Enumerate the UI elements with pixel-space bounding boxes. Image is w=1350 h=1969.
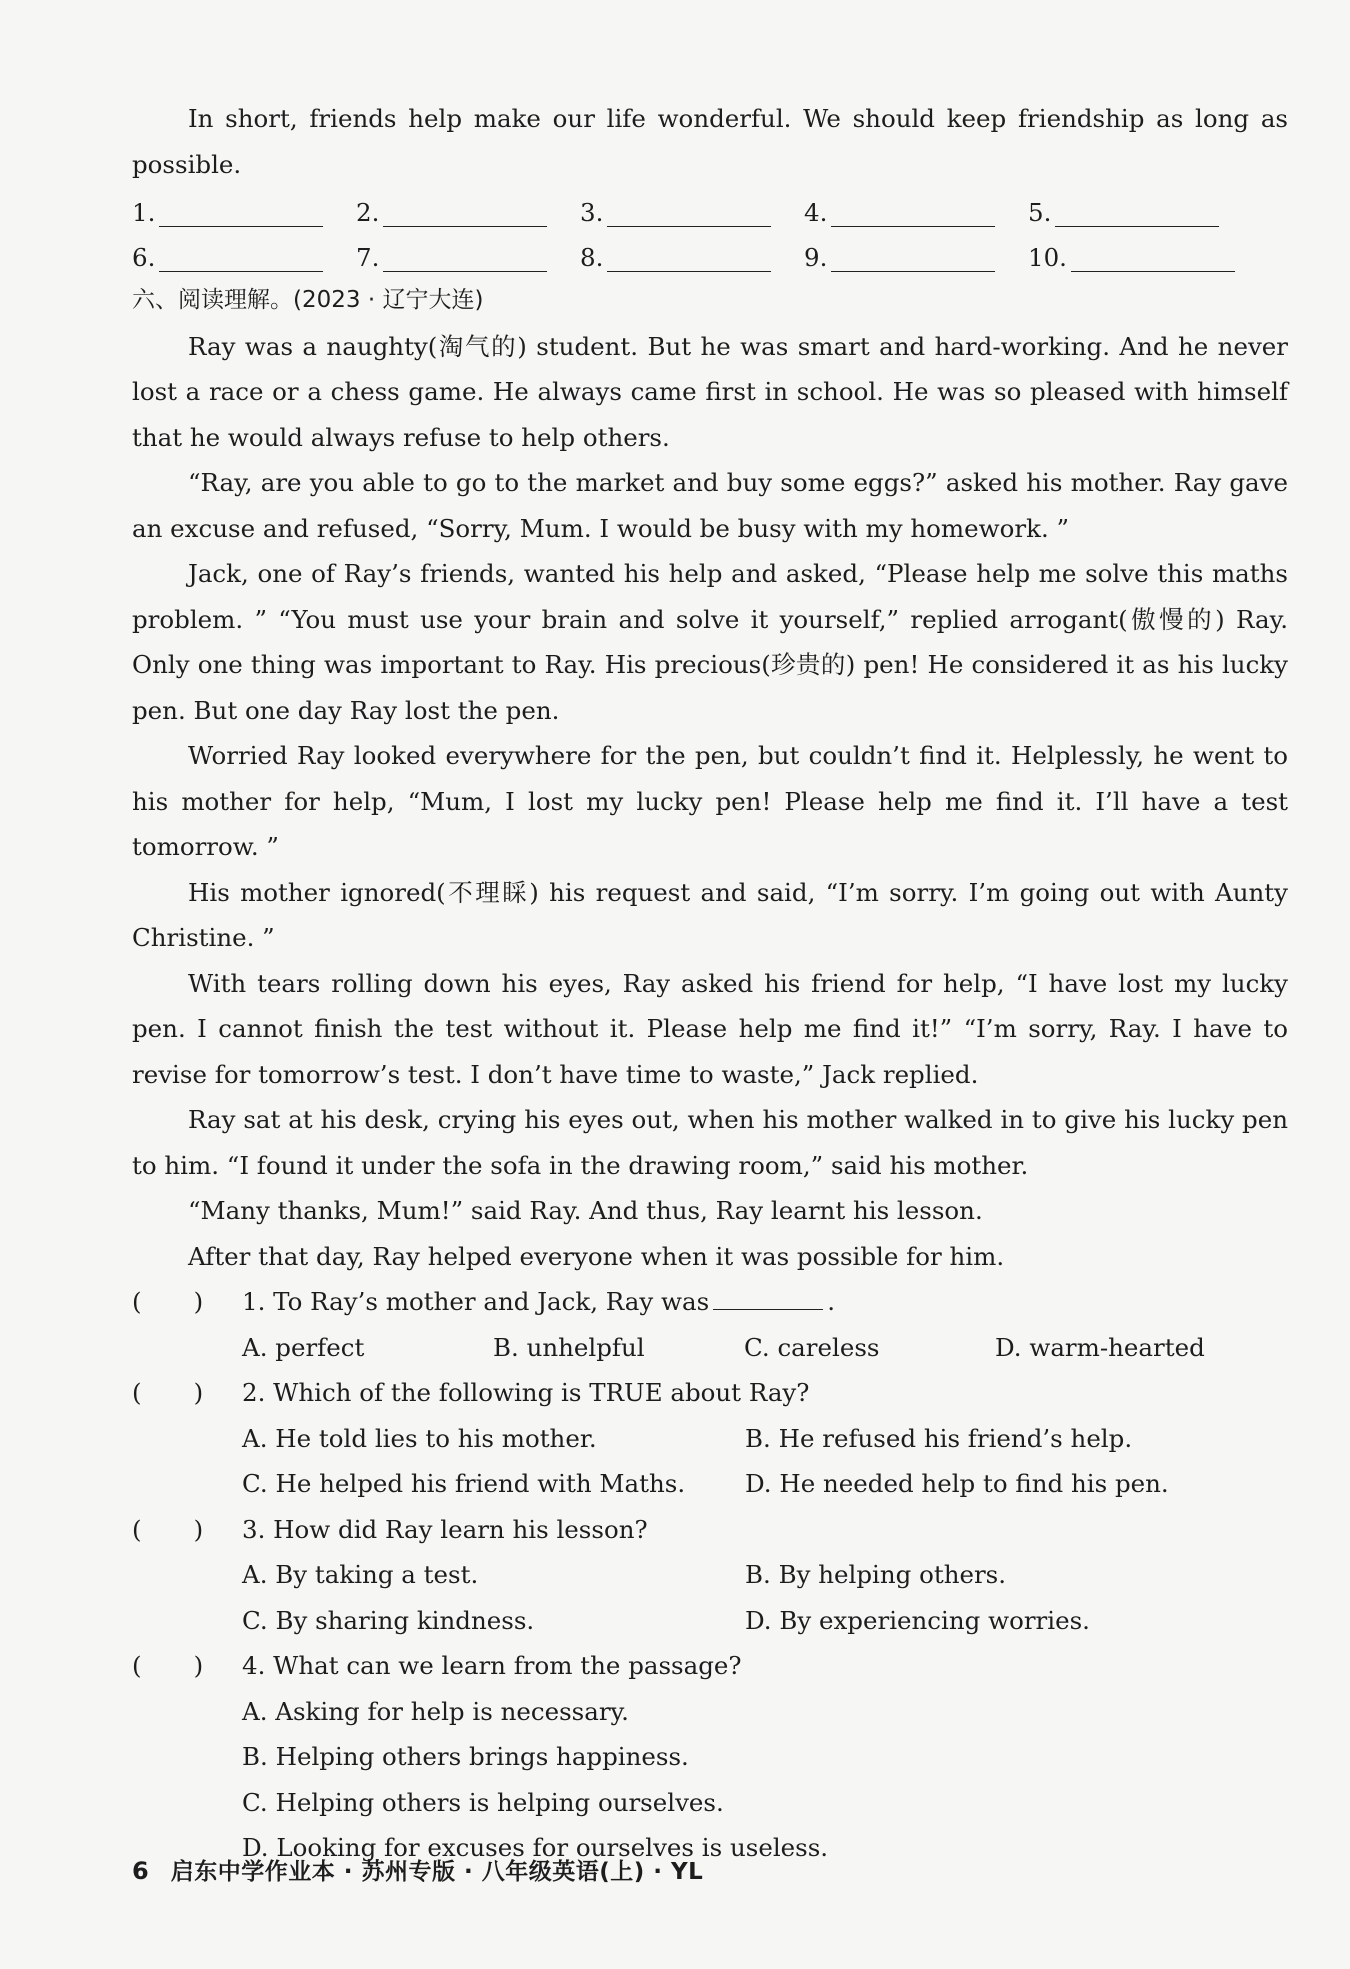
answer-parentheses[interactable]: ( ) xyxy=(132,1514,204,1544)
intro-paragraph: In short, friends help make our life wonderful. We should keep friendship as long as possible. xyxy=(132,104,1288,179)
answer-parentheses[interactable]: ( ) xyxy=(132,1287,204,1316)
passage-paragraph: His mother ignored(不理睬) his request and said, “I’m sorry. I’m going out with Aunty Christine. ” xyxy=(132,877,1288,952)
blank-5[interactable] xyxy=(1028,198,1252,233)
option-d[interactable]: D. By experiencing worries. xyxy=(745,1605,1090,1635)
question-stem: 2. Which of the following is TRUE about Ray? xyxy=(242,1378,810,1407)
option-c[interactable]: C. Helping others is helping ourselves. xyxy=(242,1787,724,1817)
blank-number: 4. xyxy=(804,197,828,227)
blank-number: 8. xyxy=(580,243,604,272)
page-content xyxy=(132,96,1288,1871)
option-c[interactable]: C. careless xyxy=(744,1332,880,1362)
option-d[interactable]: D. He needed help to find his pen. xyxy=(745,1469,1169,1498)
passage-paragraph: “Ray, are you able to go to the market and buy some eggs?” asked his mother. Ray gave an excuse and refused, “Sorry, Mum. I would be busy with my homework. ” xyxy=(132,468,1288,543)
passage-paragraph: Worried Ray looked everywhere for the pen, but couldn’t find it. Helplessly, he went to his mother for help, “Mum, I lost my lucky pen! Please help me find it. I’ll have a test tomorrow. ” xyxy=(132,741,1288,861)
option-b[interactable]: B. unhelpful xyxy=(493,1332,645,1362)
blank-line xyxy=(159,225,323,227)
question-stem: 4. What can we learn from the passage? xyxy=(242,1651,742,1680)
option-a[interactable]: A. By taking a test. xyxy=(242,1560,479,1589)
question-stem: 3. How did Ray learn his lesson? xyxy=(242,1514,648,1544)
answer-parentheses[interactable]: ( ) xyxy=(132,1651,204,1680)
blank-number: 5. xyxy=(1028,197,1052,227)
blank-line xyxy=(831,225,995,227)
blank-line xyxy=(383,270,547,272)
blank-number: 1. xyxy=(132,197,156,227)
passage-paragraph: With tears rolling down his eyes, Ray asked his friend for help, “I have lost my lucky pen. I cannot finish the test without it. Please help me find it!” “I’m sorry, Ray. I have to revise for tomorrow’s test. I don’t have time to waste,” Jack replied. xyxy=(132,968,1288,1089)
blank-number: 7. xyxy=(356,243,380,272)
passage-paragraph: Ray was a naughty(淘气的) student. But he was smart and hard-working. And he never lost a race or a chess game. He always came first in school. He was so pleased with himself that he would always refuse to help others. xyxy=(132,331,1288,452)
question-4 xyxy=(132,1643,1288,1871)
blank-8[interactable] xyxy=(580,243,804,278)
section-title: 六、阅读理解。(2023 · 辽宁大连) xyxy=(132,287,484,313)
option-d[interactable]: D. warm-hearted xyxy=(995,1332,1205,1362)
answer-parentheses[interactable]: ( ) xyxy=(132,1378,204,1407)
book-title: 启东中学作业本 · 苏州专版 · 八年级英语(上) · YL xyxy=(170,1859,704,1885)
blank-7[interactable] xyxy=(356,243,580,278)
fill-blank[interactable] xyxy=(713,1285,823,1310)
page-footer xyxy=(132,1853,703,1886)
option-a[interactable]: A. perfect xyxy=(242,1332,365,1362)
option-a[interactable]: A. Asking for help is necessary. xyxy=(242,1696,629,1726)
option-b[interactable]: B. Helping others brings happiness. xyxy=(242,1742,689,1771)
page-number: 6 xyxy=(132,1857,149,1885)
blank-1[interactable] xyxy=(132,198,356,233)
option-b[interactable]: B. By helping others. xyxy=(745,1560,1007,1589)
passage-paragraph: Jack, one of Ray’s friends, wanted his help and asked, “Please help me solve this maths problem. ” “You must use your brain and solve it yourself,” replied arrogant(傲慢的) Ray. Only one thing was important to Ray. His precious(珍贵的) pen! He considered it as his lucky pen. But one day Ray lost the pen. xyxy=(132,559,1288,725)
passage-paragraph: After that day, Ray helped everyone when it was possible for him. xyxy=(188,1241,1005,1271)
blank-line xyxy=(383,225,547,227)
blank-line xyxy=(831,270,995,272)
blank-number: 3. xyxy=(580,197,604,227)
blank-6[interactable] xyxy=(132,243,356,278)
blank-line xyxy=(607,225,771,227)
blank-number: 10. xyxy=(1028,243,1067,272)
blank-line xyxy=(159,270,323,272)
answer-blanks xyxy=(132,187,1288,278)
question-3 xyxy=(132,1507,1288,1644)
blank-4[interactable] xyxy=(804,198,1028,233)
blank-line xyxy=(607,270,771,272)
blank-row-2 xyxy=(132,233,1288,279)
blank-9[interactable] xyxy=(804,243,1028,278)
blank-number: 2. xyxy=(356,197,380,227)
question-2 xyxy=(132,1370,1288,1507)
option-d[interactable]: D. Looking for excuses for ourselves is useless. xyxy=(242,1833,829,1862)
blank-number: 6. xyxy=(132,243,156,272)
blank-3[interactable] xyxy=(580,198,804,233)
option-c[interactable]: C. By sharing kindness. xyxy=(242,1605,535,1635)
reading-passage xyxy=(132,324,1288,1280)
option-b[interactable]: B. He refused his friend’s help. xyxy=(745,1423,1133,1453)
blank-line xyxy=(1071,270,1235,272)
question-1 xyxy=(132,1279,1288,1370)
blank-2[interactable] xyxy=(356,198,580,233)
blank-line xyxy=(1055,225,1219,227)
blank-10[interactable] xyxy=(1028,243,1252,278)
question-stem: 1. To Ray’s mother and Jack, Ray was . xyxy=(242,1287,835,1316)
blank-number: 9. xyxy=(804,243,828,272)
passage-paragraph: “Many thanks, Mum!” said Ray. And thus, Ray learnt his lesson. xyxy=(188,1196,983,1225)
passage-paragraph: Ray sat at his desk, crying his eyes out, when his mother walked in to give his lucky pen to him. “I found it under the sofa in the drawing room,” said his mother. xyxy=(132,1105,1288,1180)
option-c[interactable]: C. He helped his friend with Maths. xyxy=(242,1469,686,1498)
option-a[interactable]: A. He told lies to his mother. xyxy=(242,1423,597,1453)
blank-row-1 xyxy=(132,187,1288,233)
